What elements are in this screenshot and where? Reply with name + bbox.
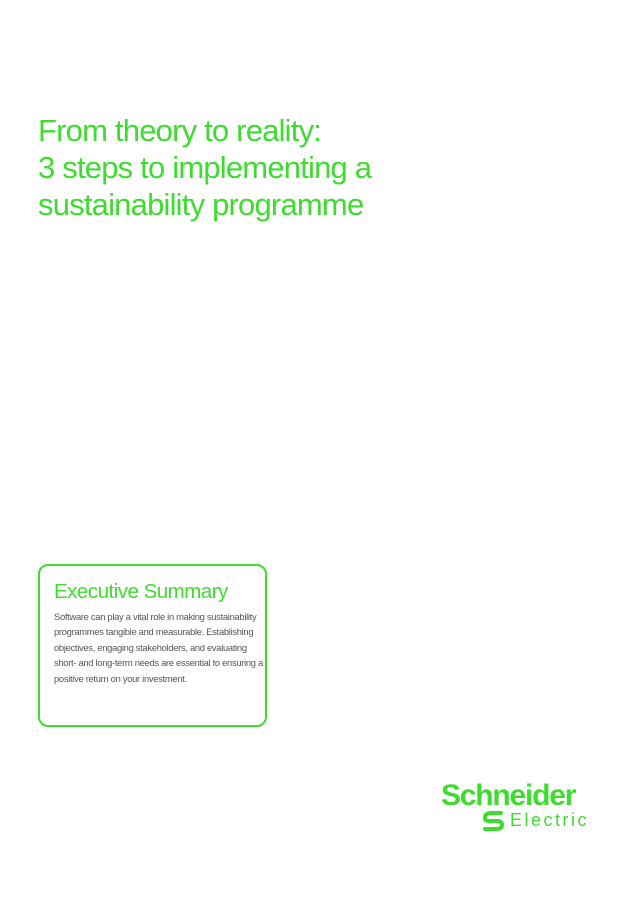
executive-summary-box (38, 564, 267, 727)
schneider-life-is-on-icon (481, 810, 507, 832)
logo-wordmark-schneider: Schneider (441, 779, 576, 812)
executive-summary-heading: Executive Summary (54, 580, 228, 603)
schneider-electric-logo (441, 780, 606, 835)
page-title (38, 112, 371, 223)
title-line-1: From theory to reality: (38, 113, 322, 148)
logo-wordmark-electric: Electric (510, 810, 590, 830)
executive-summary-text: Software can play a vital role in making sustainability programmes tangible and measurable. Establishing objectives, engaging stakeholders, and evaluating short- and long-term needs are essential to ensuring a positive return on your investment. (54, 611, 263, 684)
title-line-3: sustainability programme (38, 187, 364, 222)
title-line-2: 3 steps to implementing a (38, 150, 372, 185)
